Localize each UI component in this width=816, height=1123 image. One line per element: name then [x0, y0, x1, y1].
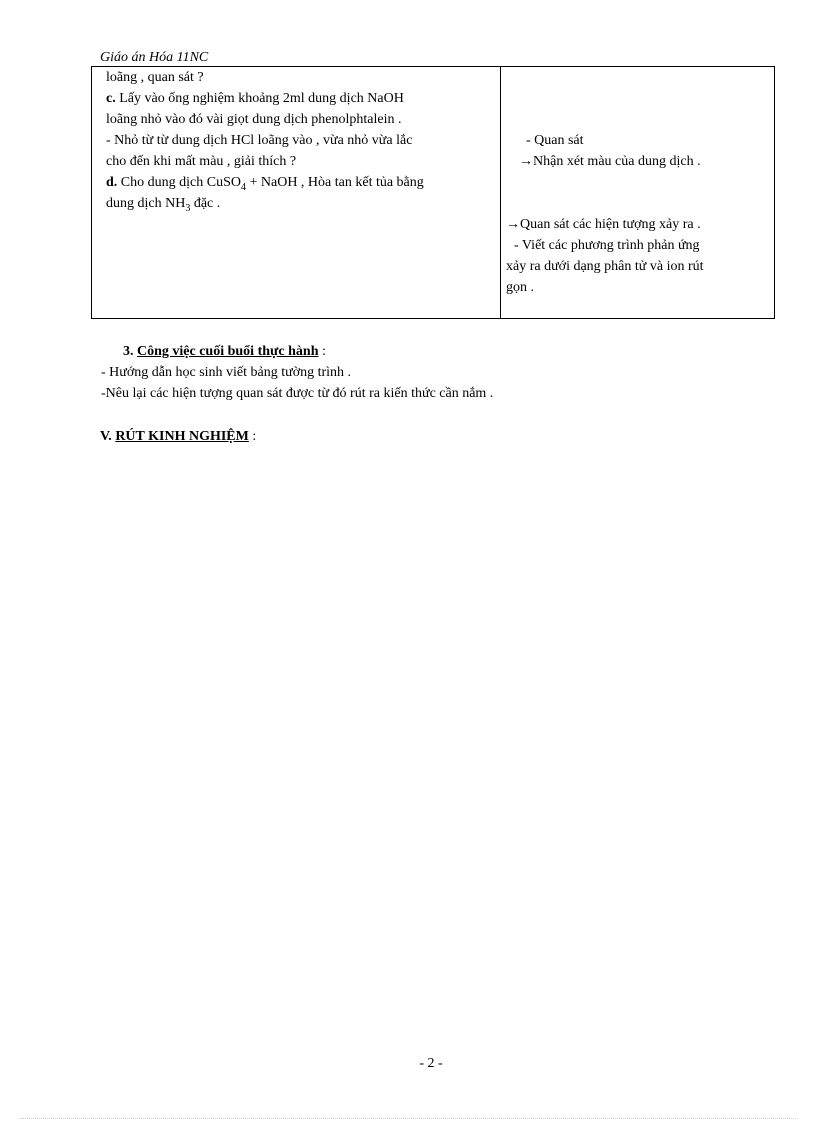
step-c-line-2: loãng nhỏ vào đó vài giọt dung dịch phenolphtalein . — [106, 112, 402, 127]
step-c-line-3: - Nhỏ từ từ dung dịch HCl loãng vào , vừa nhỏ vừa lắc — [106, 133, 413, 148]
section-5-title: RÚT KINH NGHIỆM — [115, 429, 249, 444]
step-c-line-1 — [106, 88, 494, 109]
section-3-number: 3. — [123, 344, 134, 359]
step-d-text-b: + NaOH , Hòa tan kết tủa bằng — [245, 175, 424, 190]
section-3-suffix: : — [318, 344, 326, 359]
table-row — [92, 67, 775, 319]
equation-text-2: xảy ra dưới dạng phân tử và ion rút — [506, 259, 704, 274]
step-d-label: d. — [106, 175, 118, 190]
page-number: - 2 - — [419, 1056, 443, 1071]
sulfate-subscript: 4 — [240, 181, 246, 193]
page-bottom-divider — [20, 1118, 796, 1119]
section-3-title: Công việc cuối buổi thực hành — [137, 344, 319, 359]
phenomena-text: →Quan sát các hiện tượng xảy ra . — [506, 217, 701, 232]
step-c-label: c. — [106, 91, 116, 106]
document-header: Giáo án Hóa 11NC — [100, 50, 209, 65]
section-3-heading — [123, 344, 326, 360]
section-3-bullet-1: - Hướng dẫn học sinh viết bảng tường trình . — [101, 365, 352, 380]
step-d-line-2 — [106, 193, 494, 214]
step-c-line-4: cho đến khi mất màu , giải thích ? — [106, 154, 297, 169]
step-d-text-a: Cho dung dịch CuSO — [117, 175, 241, 190]
lesson-table — [91, 66, 775, 319]
teacher-activity-cell — [92, 67, 501, 319]
section-3-bullet-2: -Nêu lại các hiện tượng quan sát được từ đó rút ra kiến thức cần nắm . — [101, 386, 494, 401]
observe-text: - Quan sát — [526, 133, 584, 148]
color-remark-text: →Nhận xét màu của dung dịch . — [519, 154, 701, 169]
step-d-text-d: đặc . — [190, 196, 221, 211]
section-5-suffix: : — [248, 429, 257, 444]
ammonia-subscript: 3 — [185, 202, 191, 214]
student-activity-cell — [501, 67, 775, 319]
equation-text-1: - Viết các phương trình phản ứng — [514, 238, 700, 253]
section-5-number: V. — [100, 429, 112, 444]
step-c-text: Lấy vào ống nghiệm khoảng 2ml dung dịch NaOH — [115, 91, 404, 106]
step-b-continuation: loãng , quan sát ? — [106, 70, 204, 85]
section-5-heading — [100, 429, 256, 445]
step-d-line-1 — [106, 172, 494, 193]
equation-text-3: gọn . — [506, 280, 534, 295]
step-d-text-c: dung dịch NH — [106, 196, 186, 211]
